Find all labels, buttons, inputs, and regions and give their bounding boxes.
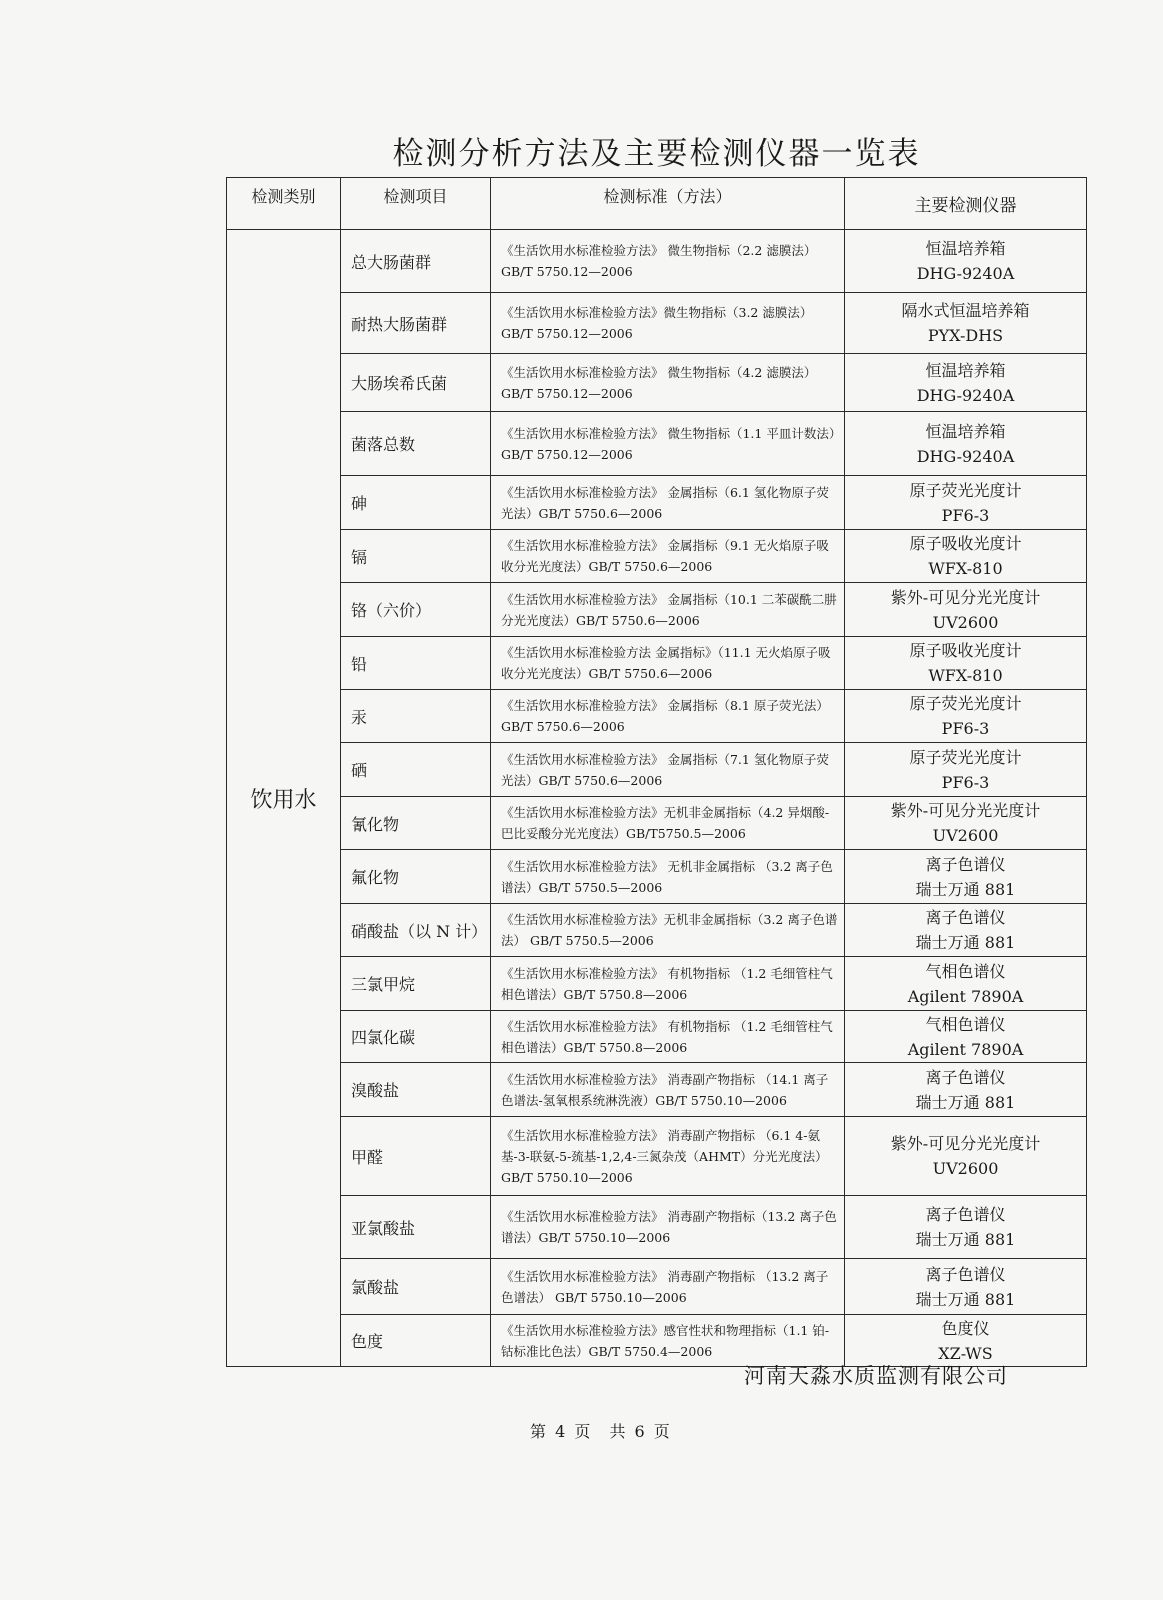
table-row xyxy=(227,1117,1087,1196)
instrument-model: 瑞士万通 881 xyxy=(915,1092,1016,1112)
company-name: 河南天淼水质监测有限公司 xyxy=(744,1364,1008,1388)
instrument-cell xyxy=(845,1063,1087,1117)
standard-cell: 《生活饮用水标准检验方法》 消毒副产物指标 （13.2 离子色谱法） GB/T 5750.10—2006 xyxy=(491,1259,845,1315)
instrument-name: 离子色谱仪 xyxy=(925,1067,1006,1087)
table-row xyxy=(227,690,1087,743)
item-cell: 氟化物 xyxy=(341,850,491,904)
instrument-cell xyxy=(845,1196,1087,1259)
instrument-model: DHG-9240A xyxy=(916,385,1015,405)
instrument-cell xyxy=(845,1011,1087,1063)
instrument-name: 恒温培养箱 xyxy=(925,421,1006,441)
instrument-model: UV2600 xyxy=(932,612,999,632)
table-header-row xyxy=(227,178,1087,230)
item-cell: 硝酸盐（以 N 计） xyxy=(341,904,491,957)
item-cell: 硒 xyxy=(341,743,491,797)
table-row xyxy=(227,476,1087,530)
standard-cell: 《生活饮用水标准检验方法》 有机物指标 （1.2 毛细管柱气相色谱法）GB/T 5750.8—2006 xyxy=(491,1011,845,1063)
item-cell: 砷 xyxy=(341,476,491,530)
instrument-model: PF6-3 xyxy=(941,719,990,738)
instrument-name: 恒温培养箱 xyxy=(925,239,1006,258)
item-cell: 大肠埃希氏菌 xyxy=(341,354,491,412)
methods-table xyxy=(226,177,1087,1367)
instrument-model: XZ-WS xyxy=(938,1343,993,1363)
instrument-name: 隔水式恒温培养箱 xyxy=(901,301,1030,320)
table-row xyxy=(227,1315,1087,1367)
instrument-model: PYX-DHS xyxy=(927,326,1004,345)
standard-cell: 《生活饮用水标准检验方法》 微生物指标（1.1 平皿计数法）GB/T 5750.12—2006 xyxy=(491,412,845,476)
table-row xyxy=(227,530,1087,583)
instrument-model: PF6-3 xyxy=(941,505,990,525)
standard-cell: 《生活饮用水标准检验方法》 消毒副产物指标（13.2 离子色谱法）GB/T 5750.10—2006 xyxy=(491,1196,845,1259)
instrument-name: 原子吸收光度计 xyxy=(909,534,1022,553)
instrument-cell xyxy=(845,1259,1087,1315)
item-cell: 溴酸盐 xyxy=(341,1063,491,1117)
instrument-name: 离子色谱仪 xyxy=(925,908,1006,927)
item-cell: 总大肠菌群 xyxy=(341,230,491,293)
standard-cell: 《生活饮用水标准检验方法》 消毒副产物指标 （6.1 4-氨基-3-联氨-5-巯基-1,2,4-三氮杂茂（AHMT）分光光度法）GB/T 5750.10—2006 xyxy=(491,1117,845,1196)
instrument-name: 原子荧光光度计 xyxy=(909,480,1022,500)
instrument-name: 色度仪 xyxy=(941,1318,990,1338)
standard-cell: 《生活饮用水标准检验方法》无机非金属指标（3.2 离子色谱法） GB/T 5750.5—2006 xyxy=(491,904,845,957)
page-number xyxy=(530,1419,680,1442)
standard-cell: 《生活饮用水标准检验方法》无机非金属指标（4.2 异烟酸-巴比妥酸分光光度法）GB/T5750.5—2006 xyxy=(491,797,845,850)
instrument-model: 瑞士万通 881 xyxy=(915,1230,1016,1249)
instrument-name: 紫外-可见分光光度计 xyxy=(890,1134,1041,1153)
item-cell: 三氯甲烷 xyxy=(341,957,491,1011)
instrument-name: 恒温培养箱 xyxy=(925,360,1006,380)
page-title: 检测分析方法及主要检测仪器一览表 xyxy=(392,136,921,172)
table-row xyxy=(227,1011,1087,1063)
standard-cell: 《生活饮用水标准检验方法》 微生物指标（2.2 滤膜法）GB/T 5750.12—2006 xyxy=(491,230,845,293)
instrument-cell xyxy=(845,1315,1087,1367)
instrument-name: 紫外-可见分光光度计 xyxy=(890,587,1041,607)
page-label: 第 4 页 xyxy=(530,1422,591,1441)
item-cell: 铬（六价） xyxy=(341,583,491,637)
standard-cell: 《生活饮用水标准检验方法》 金属指标（7.1 氢化物原子荧光法）GB/T 5750.6—2006 xyxy=(491,743,845,797)
table-row xyxy=(227,957,1087,1011)
instrument-cell xyxy=(845,293,1087,354)
table-row xyxy=(227,412,1087,476)
standard-cell: 《生活饮用水标准检验方法》 金属指标（6.1 氢化物原子荧光法）GB/T 5750.6—2006 xyxy=(491,476,845,530)
instrument-model: DHG-9240A xyxy=(916,264,1015,283)
instrument-cell xyxy=(845,530,1087,583)
instrument-cell xyxy=(845,904,1087,957)
standard-cell: 《生活饮用水标准检验方法》 金属指标（9.1 无火焰原子吸收分光光度法）GB/T 5750.6—2006 xyxy=(491,530,845,583)
instrument-model: UV2600 xyxy=(932,826,999,845)
table-row xyxy=(227,293,1087,354)
table-body xyxy=(227,230,1087,1367)
instrument-model: PF6-3 xyxy=(941,772,990,792)
item-cell: 菌落总数 xyxy=(341,412,491,476)
instrument-name: 气相色谱仪 xyxy=(925,961,1006,981)
header-item: 检测项目 xyxy=(341,178,491,230)
instrument-name: 离子色谱仪 xyxy=(925,1205,1006,1224)
instrument-cell xyxy=(845,743,1087,797)
item-cell: 氯酸盐 xyxy=(341,1259,491,1315)
item-cell: 汞 xyxy=(341,690,491,743)
instrument-cell xyxy=(845,690,1087,743)
instrument-model: WFX-810 xyxy=(928,559,1003,578)
instrument-model: DHG-9240A xyxy=(916,446,1015,466)
item-cell: 铅 xyxy=(341,637,491,690)
item-cell: 亚氯酸盐 xyxy=(341,1196,491,1259)
standard-cell: 《生活饮用水标准检验方法》微生物指标（3.2 滤膜法）GB/T 5750.12—2006 xyxy=(491,293,845,354)
item-cell: 甲醛 xyxy=(341,1117,491,1196)
table-row xyxy=(227,904,1087,957)
instrument-cell xyxy=(845,230,1087,293)
instrument-model: Agilent 7890A xyxy=(907,986,1024,1006)
standard-cell: 《生活饮用水标准检验方法 金属指标》（11.1 无火焰原子吸收分光光度法）GB/T 5750.6—2006 xyxy=(491,637,845,690)
table-row xyxy=(227,743,1087,797)
total-label: 共 6 页 xyxy=(609,1422,670,1441)
standard-cell: 《生活饮用水标准检验方法》 消毒副产物指标 （14.1 离子色谱法-氢氧根系统淋洗液）GB/T 5750.10—2006 xyxy=(491,1063,845,1117)
instrument-name: 气相色谱仪 xyxy=(925,1014,1006,1034)
item-cell: 氰化物 xyxy=(341,797,491,850)
standard-cell: 《生活饮用水标准检验方法》 微生物指标（4.2 滤膜法）GB/T 5750.12—2006 xyxy=(491,354,845,412)
header-standard: 检测标准（方法） xyxy=(491,178,845,230)
table-row xyxy=(227,354,1087,412)
table-row xyxy=(227,1063,1087,1117)
instrument-name: 原子荧光光度计 xyxy=(909,747,1022,767)
item-cell: 四氯化碳 xyxy=(341,1011,491,1063)
instrument-cell xyxy=(845,850,1087,904)
standard-cell: 《生活饮用水标准检验方法》 金属指标（10.1 二苯碳酰二肼分光光度法）GB/T 5750.6—2006 xyxy=(491,583,845,637)
item-cell: 镉 xyxy=(341,530,491,583)
standard-cell: 《生活饮用水标准检验方法》 有机物指标 （1.2 毛细管柱气相色谱法）GB/T 5750.8—2006 xyxy=(491,957,845,1011)
table-row xyxy=(227,230,1087,293)
instrument-cell xyxy=(845,797,1087,850)
instrument-model: 瑞士万通 881 xyxy=(915,879,1016,899)
header-category: 检测类别 xyxy=(227,178,341,230)
table-row xyxy=(227,797,1087,850)
instrument-name: 离子色谱仪 xyxy=(925,1264,1006,1284)
table-row xyxy=(227,637,1087,690)
table-row xyxy=(227,583,1087,637)
header-instrument: 主要检测仪器 xyxy=(845,178,1087,230)
instrument-model: Agilent 7890A xyxy=(907,1039,1024,1059)
item-cell: 耐热大肠菌群 xyxy=(341,293,491,354)
instrument-name: 原子荧光光度计 xyxy=(909,694,1022,713)
standard-cell: 《生活饮用水标准检验方法》 无机非金属指标 （3.2 离子色谱法）GB/T 5750.5—2006 xyxy=(491,850,845,904)
instrument-model: 瑞士万通 881 xyxy=(915,1289,1016,1309)
instrument-cell xyxy=(845,637,1087,690)
table-row xyxy=(227,1196,1087,1259)
instrument-name: 紫外-可见分光光度计 xyxy=(890,801,1041,820)
table-row xyxy=(227,1259,1087,1315)
instrument-cell xyxy=(845,412,1087,476)
instrument-name: 原子吸收光度计 xyxy=(909,641,1022,660)
instrument-model: 瑞士万通 881 xyxy=(915,933,1016,952)
standard-cell: 《生活饮用水标准检验方法》感官性状和物理指标（1.1 铂-钴标准比色法）GB/T 5750.4—2006 xyxy=(491,1315,845,1367)
instrument-name: 离子色谱仪 xyxy=(925,854,1006,874)
instrument-cell xyxy=(845,476,1087,530)
item-cell: 色度 xyxy=(341,1315,491,1367)
instrument-cell xyxy=(845,354,1087,412)
instrument-cell xyxy=(845,1117,1087,1196)
standard-cell: 《生活饮用水标准检验方法》 金属指标（8.1 原子荧光法）GB/T 5750.6—2006 xyxy=(491,690,845,743)
table-row xyxy=(227,850,1087,904)
instrument-cell xyxy=(845,957,1087,1011)
instrument-model: UV2600 xyxy=(932,1159,999,1178)
instrument-model: WFX-810 xyxy=(928,666,1003,685)
category-cell: 饮用水 xyxy=(227,230,341,1367)
instrument-cell xyxy=(845,583,1087,637)
